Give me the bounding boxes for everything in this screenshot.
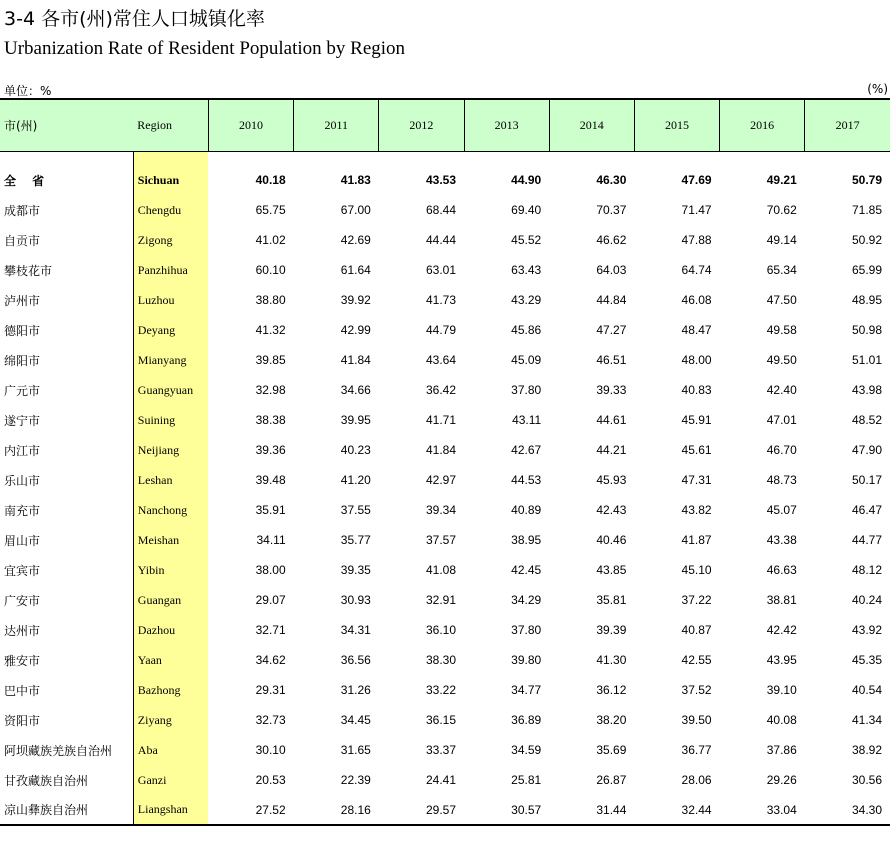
- rate-cell: 39.85: [255, 353, 286, 367]
- rate-cell: 43.95: [766, 653, 797, 667]
- rate-cell: 63.43: [511, 263, 542, 277]
- rate-cell: 43.38: [766, 533, 797, 547]
- rate-cell: 33.22: [425, 683, 457, 697]
- rate-cell: 44.77: [851, 533, 882, 547]
- rate-cell: 32.73: [255, 713, 286, 727]
- rate-cell: 36.15: [425, 713, 457, 727]
- rate-cell: 34.29: [511, 593, 542, 607]
- region-name-en: Ganzi: [133, 765, 208, 795]
- rate-cell: 45.52: [511, 233, 542, 247]
- region-name-zh: 雅安市: [4, 653, 41, 668]
- rate-cell: 42.69: [340, 233, 371, 247]
- rate-cell: 60.10: [255, 263, 286, 277]
- rate-cell: 31.44: [549, 795, 634, 825]
- rate-cell: 44.44: [425, 233, 457, 247]
- header-region-en: Region: [133, 99, 208, 151]
- rate-cell: 71.85: [851, 203, 882, 217]
- rate-cell: 39.50: [681, 713, 712, 727]
- rate-cell: 45.86: [511, 323, 542, 337]
- region-name-zh: 成都市: [4, 203, 41, 218]
- rate-cell: 45.10: [681, 563, 712, 577]
- rate-cell: 41.84: [340, 353, 371, 367]
- rate-cell: 39.34: [425, 503, 457, 517]
- rate-cell: 49.21: [766, 173, 797, 187]
- rate-cell: 37.57: [425, 533, 457, 547]
- rate-cell: 69.40: [511, 203, 542, 217]
- rate-cell: 63.01: [425, 263, 457, 277]
- rate-cell: 46.47: [851, 503, 882, 517]
- rate-cell: 40.87: [681, 623, 712, 637]
- header-region-zh: 市(州): [0, 99, 133, 151]
- region-name-zh: 巴中市: [4, 683, 41, 698]
- rate-cell: 49.14: [766, 233, 797, 247]
- rate-cell: 44.61: [596, 413, 627, 427]
- region-name-zh: 眉山市: [4, 533, 41, 548]
- rate-cell: 42.43: [596, 503, 627, 517]
- region-name-zh: 凉山彝族自治州: [0, 795, 133, 825]
- region-name-zh: 攀枝花市: [4, 263, 53, 278]
- urbanization-table: [0, 98, 890, 826]
- rate-cell: 45.35: [851, 653, 882, 667]
- rate-cell: 41.02: [255, 233, 286, 247]
- rate-cell: 50.92: [851, 233, 882, 247]
- rate-cell: 30.10: [255, 743, 286, 757]
- rate-cell: 43.53: [425, 173, 457, 187]
- rate-cell: 38.20: [596, 713, 627, 727]
- rate-cell: 30.56: [851, 773, 882, 787]
- table-row: [0, 375, 890, 405]
- region-name-zh: 全 省: [4, 173, 51, 188]
- rate-cell: 38.00: [255, 563, 286, 577]
- region-name-en: Panzhihua: [133, 255, 208, 285]
- region-name-en: Aba: [133, 735, 208, 765]
- rate-cell: 39.39: [596, 623, 627, 637]
- rate-cell: 50.98: [851, 323, 882, 337]
- table-row: [0, 195, 890, 225]
- rate-cell: 70.37: [596, 203, 627, 217]
- rate-cell: 45.61: [681, 443, 712, 457]
- rate-cell: 29.07: [255, 593, 286, 607]
- rate-cell: 44.21: [596, 443, 627, 457]
- rate-cell: 48.73: [766, 473, 797, 487]
- rate-cell: 41.20: [340, 473, 371, 487]
- rate-cell: 29.26: [766, 773, 797, 787]
- table-row: [0, 555, 890, 585]
- rate-cell: 38.80: [255, 293, 286, 307]
- rate-cell: 41.71: [425, 413, 457, 427]
- table-row: [0, 765, 890, 795]
- table-row: [0, 285, 890, 315]
- rate-cell: 42.45: [511, 563, 542, 577]
- rate-cell: 43.64: [425, 353, 457, 367]
- rate-cell: 36.12: [596, 683, 627, 697]
- rate-cell: 34.77: [511, 683, 542, 697]
- rate-cell: 33.37: [425, 743, 457, 757]
- header-year: 2012: [379, 99, 464, 151]
- rate-cell: 20.53: [255, 773, 286, 787]
- rate-cell: 40.08: [766, 713, 797, 727]
- rate-cell: 46.30: [596, 173, 627, 187]
- rate-cell: 35.81: [596, 593, 627, 607]
- region-name-en: Sichuan: [133, 165, 208, 195]
- rate-cell: 46.08: [681, 293, 712, 307]
- rate-cell: 43.85: [596, 563, 627, 577]
- spacer-row: [0, 151, 890, 165]
- rate-cell: 39.33: [596, 383, 627, 397]
- region-name-en: Liangshan: [133, 795, 208, 825]
- rate-cell: 27.52: [208, 795, 293, 825]
- rate-cell: 42.67: [511, 443, 542, 457]
- rate-cell: 41.73: [425, 293, 457, 307]
- rate-cell: 44.90: [511, 173, 542, 187]
- rate-cell: 47.88: [681, 233, 712, 247]
- region-name-en: Zigong: [133, 225, 208, 255]
- rate-cell: 36.56: [340, 653, 371, 667]
- rate-cell: 34.30: [805, 795, 890, 825]
- rate-cell: 43.82: [681, 503, 712, 517]
- rate-cell: 37.52: [681, 683, 712, 697]
- rate-cell: 34.66: [340, 383, 371, 397]
- rate-cell: 42.97: [425, 473, 457, 487]
- region-name-en: Leshan: [133, 465, 208, 495]
- region-name-en: Bazhong: [133, 675, 208, 705]
- rate-cell: 43.98: [851, 383, 882, 397]
- region-name-en: Mianyang: [133, 345, 208, 375]
- rate-cell: 35.77: [340, 533, 371, 547]
- rate-cell: 30.57: [464, 795, 549, 825]
- rate-cell: 47.01: [766, 413, 797, 427]
- rate-cell: 45.91: [681, 413, 712, 427]
- unit-label-right: (%): [867, 82, 888, 96]
- rate-cell: 71.47: [681, 203, 712, 217]
- rate-cell: 37.86: [766, 743, 797, 757]
- rate-cell: 44.53: [511, 473, 542, 487]
- region-name-zh: 德阳市: [4, 323, 41, 338]
- rate-cell: 32.91: [425, 593, 457, 607]
- rate-cell: 31.26: [340, 683, 371, 697]
- rate-cell: 48.95: [851, 293, 882, 307]
- rate-cell: 36.10: [425, 623, 457, 637]
- header-year: 2015: [634, 99, 719, 151]
- rate-cell: 29.31: [255, 683, 286, 697]
- region-name-zh: 达州市: [4, 623, 41, 638]
- rate-cell: 39.35: [340, 563, 371, 577]
- rate-cell: 47.50: [766, 293, 797, 307]
- rate-cell: 49.58: [766, 323, 797, 337]
- region-name-zh: 广安市: [4, 593, 41, 608]
- rate-cell: 41.32: [255, 323, 286, 337]
- rate-cell: 42.42: [766, 623, 797, 637]
- rate-cell: 44.79: [425, 323, 457, 337]
- rate-cell: 40.23: [340, 443, 371, 457]
- rate-cell: 48.00: [681, 353, 712, 367]
- rate-cell: 49.50: [766, 353, 797, 367]
- rate-cell: 45.07: [766, 503, 797, 517]
- header-row: [0, 99, 890, 151]
- rate-cell: 41.87: [681, 533, 712, 547]
- region-name-zh: 绵阳市: [4, 353, 41, 368]
- header-year: 2017: [805, 99, 890, 151]
- region-name-en: Suining: [133, 405, 208, 435]
- rate-cell: 40.46: [596, 533, 627, 547]
- rate-cell: 43.29: [511, 293, 542, 307]
- rate-cell: 43.92: [851, 623, 882, 637]
- rate-cell: 38.81: [766, 593, 797, 607]
- rate-cell: 36.77: [681, 743, 712, 757]
- rate-cell: 32.98: [255, 383, 286, 397]
- rate-cell: 65.99: [851, 263, 882, 277]
- rate-cell: 43.11: [512, 413, 542, 427]
- rate-cell: 46.63: [766, 563, 797, 577]
- table-row: [0, 525, 890, 555]
- header-year: 2016: [720, 99, 805, 151]
- rate-cell: 24.41: [425, 773, 457, 787]
- table-row: [0, 705, 890, 735]
- table-row: [0, 735, 890, 765]
- rate-cell: 22.39: [340, 773, 371, 787]
- rate-cell: 37.80: [511, 383, 542, 397]
- region-name-zh: 内江市: [4, 443, 41, 458]
- table-row: [0, 405, 890, 435]
- table-row: [0, 315, 890, 345]
- rate-cell: 34.62: [255, 653, 286, 667]
- region-name-zh: 泸州市: [4, 293, 41, 308]
- rate-cell: 50.79: [851, 173, 882, 187]
- rate-cell: 40.83: [681, 383, 712, 397]
- region-name-zh: 遂宁市: [4, 413, 41, 428]
- rate-cell: 46.70: [766, 443, 797, 457]
- region-name-en: Guangyuan: [133, 375, 208, 405]
- rate-cell: 25.81: [511, 773, 542, 787]
- region-name-en: Chengdu: [133, 195, 208, 225]
- table-row: [0, 645, 890, 675]
- table-row: [0, 345, 890, 375]
- rate-cell: 36.89: [511, 713, 542, 727]
- rate-cell: 38.92: [851, 743, 882, 757]
- rate-cell: 34.45: [340, 713, 371, 727]
- region-name-en: Dazhou: [133, 615, 208, 645]
- table-row: [0, 675, 890, 705]
- rate-cell: 42.40: [766, 383, 797, 397]
- rate-cell: 36.42: [425, 383, 457, 397]
- rate-cell: 34.31: [340, 623, 371, 637]
- header-year: 2013: [464, 99, 549, 151]
- rate-cell: 28.06: [681, 773, 712, 787]
- rate-cell: 47.90: [851, 443, 882, 457]
- header-year: 2010: [208, 99, 293, 151]
- table-row: [0, 255, 890, 285]
- rate-cell: 28.16: [294, 795, 379, 825]
- rate-cell: 38.38: [255, 413, 286, 427]
- region-name-zh: 自贡市: [4, 233, 41, 248]
- rate-cell: 40.89: [511, 503, 542, 517]
- rate-cell: 29.57: [379, 795, 464, 825]
- rate-cell: 32.44: [634, 795, 719, 825]
- rate-cell: 40.54: [851, 683, 882, 697]
- region-name-zh: 南充市: [4, 503, 41, 518]
- rate-cell: 40.24: [851, 593, 882, 607]
- rate-cell: 32.71: [255, 623, 286, 637]
- rate-cell: 48.12: [851, 563, 882, 577]
- rate-cell: 34.59: [511, 743, 542, 757]
- rate-cell: 39.36: [255, 443, 286, 457]
- table-row-total: [0, 165, 890, 195]
- rate-cell: 26.87: [596, 773, 627, 787]
- rate-cell: 44.84: [596, 293, 627, 307]
- rate-cell: 61.64: [340, 263, 371, 277]
- unit-label: 单位：%: [4, 84, 52, 98]
- rate-cell: 65.75: [255, 203, 286, 217]
- table-row: [0, 615, 890, 645]
- rate-cell: 40.18: [255, 173, 286, 187]
- rate-cell: 41.83: [340, 173, 371, 187]
- table-row: [0, 435, 890, 465]
- rate-cell: 39.80: [511, 653, 542, 667]
- region-name-zh: 资阳市: [4, 713, 41, 728]
- region-name-en: Guangan: [133, 585, 208, 615]
- rate-cell: 51.01: [851, 353, 882, 367]
- rate-cell: 41.08: [425, 563, 457, 577]
- region-name-zh: 广元市: [4, 383, 41, 398]
- rate-cell: 35.69: [596, 743, 627, 757]
- page-title-english: Urbanization Rate of Resident Population by Region: [4, 38, 406, 59]
- rate-cell: 41.84: [425, 443, 457, 457]
- rate-cell: 35.91: [255, 503, 286, 517]
- region-name-en: Yaan: [133, 645, 208, 675]
- rate-cell: 68.44: [425, 203, 457, 217]
- rate-cell: 39.10: [766, 683, 797, 697]
- rate-cell: 31.65: [340, 743, 371, 757]
- region-name-zh: 阿坝藏族羌族自治州: [4, 743, 113, 758]
- rate-cell: 38.30: [425, 653, 457, 667]
- rate-cell: 37.22: [681, 593, 712, 607]
- rate-cell: 64.74: [681, 263, 712, 277]
- table-body: [0, 151, 890, 825]
- rate-cell: 39.92: [340, 293, 371, 307]
- rate-cell: 34.11: [256, 533, 286, 547]
- page-title-chinese: 3-4 各市(州)常住人口城镇化率: [4, 8, 265, 30]
- region-name-zh: 宜宾市: [4, 563, 41, 578]
- region-name-en: Meishan: [133, 525, 208, 555]
- rate-cell: 47.69: [681, 173, 712, 187]
- rate-cell: 38.95: [511, 533, 542, 547]
- rate-cell: 45.93: [596, 473, 627, 487]
- rate-cell: 64.03: [596, 263, 627, 277]
- rate-cell: 47.31: [681, 473, 712, 487]
- region-name-en: Deyang: [133, 315, 208, 345]
- rate-cell: 48.52: [851, 413, 882, 427]
- rate-cell: 67.00: [340, 203, 371, 217]
- rate-cell: 50.17: [851, 473, 882, 487]
- region-name-zh: 甘孜藏族自治州: [4, 773, 89, 788]
- table-row: [0, 225, 890, 255]
- header-year: 2011: [294, 99, 379, 151]
- rate-cell: 39.48: [255, 473, 286, 487]
- region-name-en: Neijiang: [133, 435, 208, 465]
- rate-cell: 39.95: [340, 413, 371, 427]
- region-name-en: Luzhou: [133, 285, 208, 315]
- table-row: [0, 585, 890, 615]
- region-name-en: Ziyang: [133, 705, 208, 735]
- header-year: 2014: [549, 99, 634, 151]
- rate-cell: 45.09: [511, 353, 542, 367]
- rate-cell: 48.47: [681, 323, 712, 337]
- rate-cell: 42.99: [340, 323, 371, 337]
- table-row: [0, 795, 890, 825]
- region-name-en: Nanchong: [133, 495, 208, 525]
- table-row: [0, 495, 890, 525]
- rate-cell: 42.55: [681, 653, 712, 667]
- rate-cell: 41.30: [596, 653, 627, 667]
- rate-cell: 37.80: [511, 623, 542, 637]
- rate-cell: 37.55: [340, 503, 371, 517]
- table-row: [0, 465, 890, 495]
- rate-cell: 70.62: [766, 203, 797, 217]
- rate-cell: 47.27: [596, 323, 627, 337]
- rate-cell: 46.62: [596, 233, 627, 247]
- rate-cell: 30.93: [340, 593, 371, 607]
- region-name-en: Yibin: [133, 555, 208, 585]
- rate-cell: 33.04: [720, 795, 805, 825]
- rate-cell: 41.34: [851, 713, 882, 727]
- rate-cell: 46.51: [596, 353, 627, 367]
- region-name-zh: 乐山市: [4, 473, 41, 488]
- rate-cell: 65.34: [766, 263, 797, 277]
